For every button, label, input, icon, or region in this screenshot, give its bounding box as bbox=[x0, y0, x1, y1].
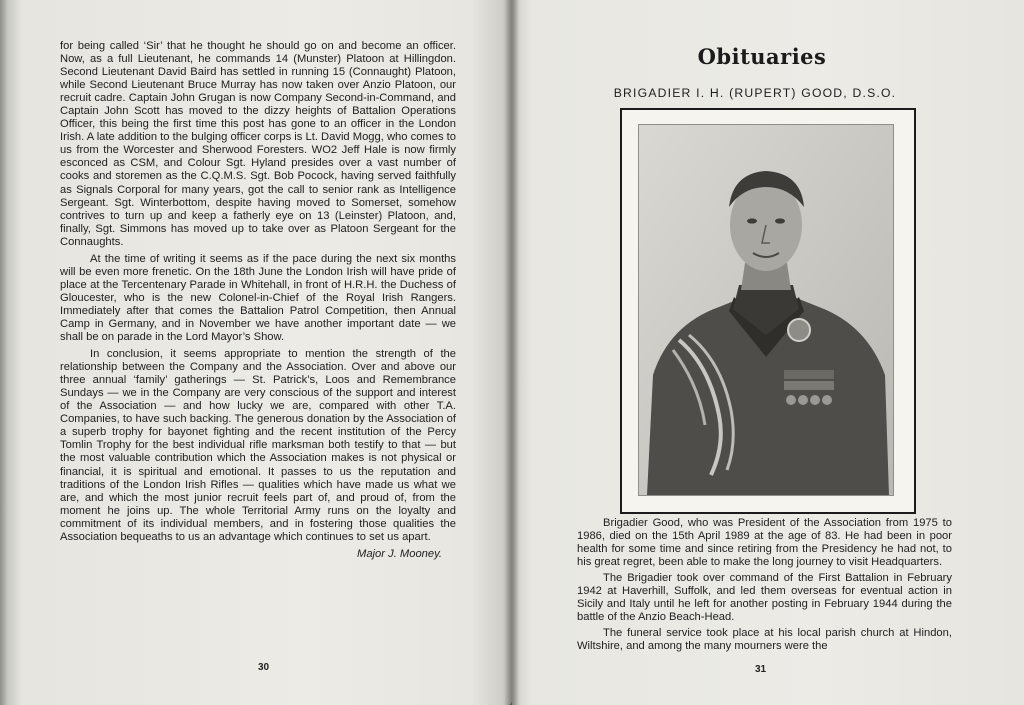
paragraph: At the time of writing it seems as if the pace during the next six months will be even more frenetic. On the 18th June the London Irish will have pride of place at the Tercentenary Parade in Whitehall, in front of H.R.H. the Duchess of Gloucester, who is the new Colonel-in-Chief of the Royal Irish Rangers. Immediately after that comes the Battalion Patrol Competition, then Annual Camp in Germany, and in November we have another important date — we shall be on parade in the Lord Mayor’s Show. bbox=[60, 252, 456, 344]
obituary-title: BRIGADIER I. H. (RUPERT) GOOD, D.S.O. bbox=[613, 86, 897, 100]
author-signature: Major J. Mooney. bbox=[357, 547, 442, 560]
page-number: 31 bbox=[755, 664, 767, 675]
obituary-text bbox=[577, 517, 952, 656]
paragraph: The Brigadier took over command of the First Battalion in February 1942 at Haverhill, Suffolk, and led them overseas for eventual action in Sicily and Italy until he left for another posting in February 1944 during the battle of the Anzio Beach-Head. bbox=[577, 572, 952, 624]
portrait-frame bbox=[620, 108, 916, 514]
paragraph: for being called ‘Sir’ that he thought he should go on and become an officer. Now, as a full Lieutenant, he commands 14 (Munster) Platoon at Hillingdon. Second Lieutenant David Baird has settled in running 15 (Connaught) Platoon, while Second Lieutenant Bruce Murray has now taken over Anzio Platoon, our recruit cadre. Captain John Grugan is now Company Second-in-Command, and Captain John Scott has moved to the dizzy heights of Battalion Operations Officer, this being the first time this post has gone to an officer in the London Irish. A late addition to the bulging officer corps is Lt. David Mogg, who comes to us from the Worcester and Sherwood Foresters. WO2 Jeff Hale is now firmly esconced as CSM, and Colour Sgt. Hyland presides over a vast number of cooks and storemen as the C.Q.M.S. Sgt. Bob Pocock, having served faithfully as Signals Corporal for many years, got the call to senior rank as Intelligence Sergeant. Sgt. Winterbottom, despite having moved to Somerset, somehow contrives to turn up and keep a fatherly eye on 13 (Leinster) Platoon, and, finally, Sgt. Simmons has moved up to take over as Platoon Sergeant for the Connaughts. bbox=[60, 40, 456, 248]
portrait-drawing bbox=[638, 124, 894, 496]
paragraph: The funeral service took place at his local parish church at Hindon, Wiltshire, and among the many mourners were the bbox=[577, 627, 952, 653]
book-gutter bbox=[504, 0, 520, 705]
section-heading: Obituaries bbox=[697, 44, 827, 69]
paragraph: In conclusion, it seems appropriate to mention the strength of the relationship between the Company and the Association. Over and above our three annual ‘family’ gatherings — St. Patrick’s, Loos and Remembrance Sundays — we in the Company are very conscious of the support and interest of the Association — and how lucky we are, compared with other T.A. Companies, to have such backing. The generous donation by the Association of a superb trophy for bayonet fighting and the recent institution of the Percy Tomlin Trophy for the best individual rifle marksman both testify to that — but the most valuable contribution which the Association makes is not physical or financial, it is spiritual and emotional. It passes to us the reputation and traditions of the London Irish Rifles — qualities which have made us what we are, and which the most junior recruit feels part of, and proud of, from the moment he joins up. The whole Territorial Army runs on the loyalty and commitment of its individual members, and in fostering those qualities the Association bequeaths to us an advantage which continues to set us apart. bbox=[60, 348, 456, 543]
page-number: 30 bbox=[258, 662, 270, 673]
left-page-text bbox=[60, 40, 456, 561]
paragraph: Brigadier Good, who was President of the Association from 1975 to 1986, died on the 15th April 1989 at the age of 83. He had been in poor health for some time and since retiring from the Presidency he had not, to his great regret, been able to make the long journey to visit Headquarters. bbox=[577, 517, 952, 569]
